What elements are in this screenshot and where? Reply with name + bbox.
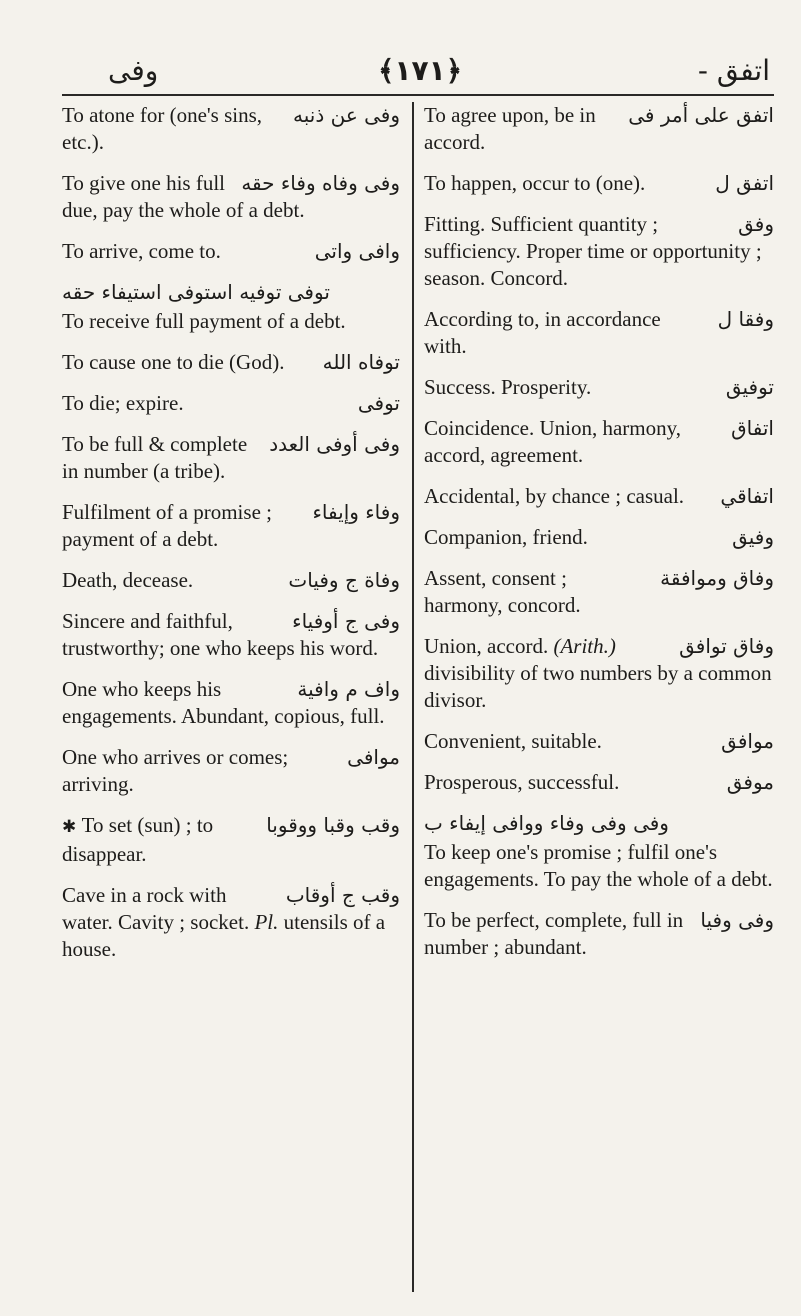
dictionary-entry [424,211,774,292]
arabic-headword: وفقا ل [717,307,774,331]
english-definition: To keep one's promise ; fulfil one's engagements. To pay the whole of a debt. [424,840,773,891]
dictionary-entry [62,349,400,376]
english-definition: Companion, friend. [424,525,588,549]
arabic-headword: وفى وفى وفاء ووافى إيفاء ب [424,811,669,835]
arabic-headword: وفاة ج وفيات [288,568,400,592]
dictionary-entry [62,499,400,553]
dictionary-entry [62,431,400,485]
arabic-headword: توفى توفيه استوفى استيفاء حقه [62,280,330,304]
arabic-headword: وقب ج أوقاب [285,883,400,907]
arabic-headword: اتفاق [731,416,774,440]
arabic-headword: وفى وفيا [700,908,774,932]
definition-tail: divisibility of two numbers by a common divisor. [424,661,772,712]
arabic-headword: وافى واتى [314,239,400,263]
dictionary-entry [62,238,400,265]
arabic-headword: وفى عن ذنبه [293,103,400,127]
english-definition: To arrive, come to. [62,239,221,263]
arabic-headword: توفاه الله [322,350,400,374]
english-definition: To atone for (one's sins, etc.). [62,103,263,154]
columns [62,102,774,1302]
dictionary-entry [62,608,400,662]
arabic-headword: وقب وقبا ووقوبا [266,813,400,837]
english-definition: One who keeps his engagements. Abundant, copious, full. [62,677,385,728]
arabic-headword: موفق [726,770,774,794]
definition-lead: To set [81,813,133,837]
dictionary-entry [424,810,774,893]
dictionary-entry [424,728,774,755]
dictionary-entry [62,390,400,417]
english-definition: Union, accord. [424,634,554,658]
arabic-headword: وفاء وإيفاء [312,500,400,524]
dictionary-entry [424,415,774,469]
english-definition: To be perfect, complete, full in number ; abundant. [424,908,684,959]
header-right-word: اتفق - [697,54,770,87]
dictionary-page [62,48,774,1298]
arabic-headword: وفى أوفى العدد [269,432,400,456]
dictionary-entry [424,374,774,401]
arabic-headword: اتفق على أمر فى [628,103,774,127]
column-divider [412,102,414,1292]
arabic-headword: وفاق وموافقة [660,566,774,590]
english-definition: Fitting. Sufficient quantity ; sufficiency. Proper time or opportunity ; season. Concord. [424,212,762,290]
english-definition: Cave in a rock with water. Cavity ; socket. [62,883,255,934]
dictionary-entry [62,102,400,156]
english-definition: To happen, occur to (one). [424,171,646,195]
dictionary-entry [424,524,774,551]
dictionary-entry [62,279,400,335]
dictionary-entry [62,812,400,868]
english-definition: To cause one to die (God). [62,350,285,374]
english-definition: Success. Prosperity. [424,375,592,399]
page-number: ﴿١٧١﴾ [378,54,463,87]
dictionary-entry [62,882,400,963]
dictionary-entry [424,483,774,510]
english-definition: To agree upon, be in accord. [424,103,596,154]
dictionary-entry [62,567,400,594]
arabic-headword: اتفق ل [715,171,774,195]
arabic-headword: توفيق [725,375,774,399]
english-definition: Sincere and faithful, trustworthy; one who keeps his word. [62,609,379,660]
dictionary-entry [424,306,774,360]
arabic-headword: واف م وافية [297,677,400,701]
dictionary-entry [424,769,774,796]
english-definition: To receive full payment of a debt. [62,309,346,333]
arabic-headword: توفى [357,391,400,415]
header-left-word: وفى [108,54,159,87]
english-definition: Fulfilment of a promise ; payment of a debt. [62,500,272,551]
english-definition: Accidental, by chance ; casual. [424,484,685,508]
dictionary-entry [62,744,400,798]
definition-abbrev: Pl. [254,910,279,934]
english-definition: According to, in accordance with. [424,307,661,358]
dictionary-entry [424,907,774,961]
english-definition: Death, decease. [62,568,194,592]
english-definition: Coincidence. Union, harmony, accord, agreement. [424,416,681,467]
definition-tail: utensils of a house. [62,910,386,961]
english-definition: To be full & complete in number (a tribe). [62,432,248,483]
arabic-headword: موافق [721,729,774,753]
english-definition: To die; expire. [62,391,184,415]
left-column [62,102,400,1302]
arabic-headword: اتفاقي [720,484,774,508]
arabic-headword: وفيق [732,525,774,549]
page-header [62,48,774,96]
english-definition: One who arrives or comes; arriving. [62,745,289,796]
english-definition: Convenient, suitable. [424,729,602,753]
right-column [424,102,774,1302]
english-definition: Assent, consent ; harmony, concord. [424,566,581,617]
arabic-headword: وفى ج أوفياء [292,609,400,633]
dictionary-entry [424,170,774,197]
arabic-headword: وفى وفاه وفاء حقه [241,171,400,195]
dictionary-entry [62,676,400,730]
asterisk-icon: ✱ [62,817,82,837]
dictionary-entry [424,565,774,619]
definition-abbrev: (Arith.) [553,634,616,658]
arabic-headword: وفق [738,212,774,236]
dictionary-entry [62,170,400,224]
dictionary-entry [424,102,774,156]
arabic-headword: وفاق توافق [679,634,774,658]
arabic-headword: موافى [347,745,400,769]
english-definition: To give one his full due, pay the whole of a debt. [62,171,305,222]
dictionary-entry [424,633,774,714]
english-definition: Prosperous, successful. [424,770,620,794]
english-definition: (sun) ; to disappear. [62,813,214,866]
